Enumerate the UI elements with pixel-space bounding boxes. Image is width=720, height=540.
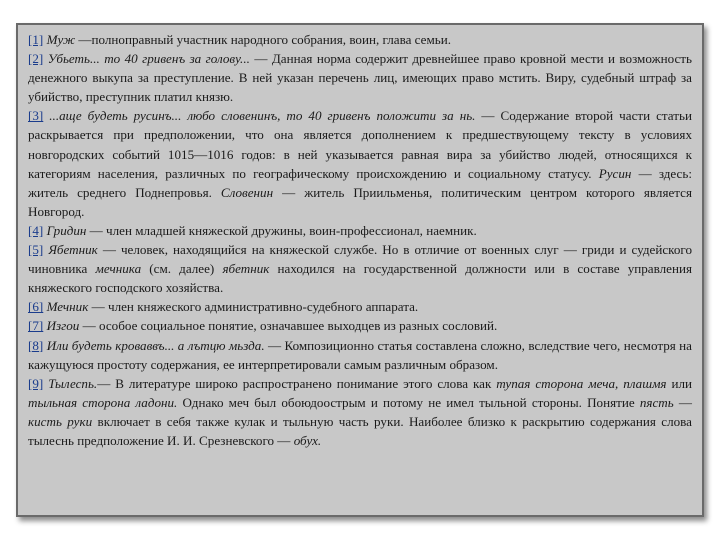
footnote-8 xyxy=(28,336,692,374)
footnote-text: (см. далее) xyxy=(141,261,223,277)
footnote-term: ...аще будеть русинъ... любо словенинъ, то 40 гривенъ положити за нь. xyxy=(49,108,476,124)
footnote-3 xyxy=(28,106,692,221)
footnote-text: — В литературе широко распространено понимание этого слова как xyxy=(97,375,497,391)
footnote-ref-link[interactable]: [1] xyxy=(28,32,44,47)
footnote-term: кисть руки xyxy=(28,413,93,429)
footnote-text: Однако меч был обоюдоострым и потому не имел тыльной стороны. Понятие xyxy=(177,394,640,410)
footnote-term: Муж xyxy=(46,32,76,47)
footnote-ref-link[interactable]: [3] xyxy=(28,108,44,124)
footnote-term: Русин xyxy=(598,165,632,181)
footnote-ref-link[interactable]: [7] xyxy=(28,318,44,334)
footnote-term: Тылесnь. xyxy=(48,375,98,391)
footnote-term: Мечник xyxy=(46,299,89,315)
footnote-text: — Композиционно статья составлена сложно, вследствие чего, несмотря на кажущуюся простоту содержания, ее интерпретировали самым различным образом. xyxy=(28,337,692,372)
footnote-term: Изгои xyxy=(46,318,80,334)
footnote-term: Или будеть кроваввъ... а лътцю мьзда. xyxy=(46,337,265,353)
footnote-term: тупая сторона меча, плашмя xyxy=(496,375,667,391)
footnote-term: Словенин xyxy=(220,184,274,200)
footnote-1 xyxy=(28,30,692,49)
footnote-text: — Содержание второй части статьи раскрывается при предположении, что она является дополнением к предшествующему тексту в условиях новгородских событий 1015—1016 годов: в ней указывается равная вира за убийство людей, относящихся к категориям населения, различных по географическому происхождению и социальному статусу. xyxy=(28,108,692,181)
footnote-term: Ябетник xyxy=(48,242,98,258)
footnote-ref-link[interactable]: [4] xyxy=(28,222,44,238)
footnote-ref-link[interactable]: [6] xyxy=(28,299,44,315)
footnote-text: — особое социальное понятие, означавшее выходцев из разных сословий. xyxy=(79,318,498,334)
footnote-text: включает в себя также кулак и тыльную часть руки. Наиболее близко к раскрытию содержания слова тылеснь предположение И. И. Срезневского — xyxy=(28,413,692,448)
footnote-term: мечника xyxy=(95,261,142,277)
footnote-ref-link[interactable]: [9] xyxy=(28,375,44,391)
footnote-term: тыльная сторона ладони. xyxy=(28,394,178,410)
footnote-7 xyxy=(28,316,692,335)
footnote-ref-link[interactable]: [5] xyxy=(28,242,44,258)
footnote-term: обух. xyxy=(293,432,322,448)
footnote-term: ябетник xyxy=(222,261,270,277)
footnote-2 xyxy=(28,49,692,106)
footnote-9 xyxy=(28,374,692,450)
footnote-term: пясть xyxy=(639,394,674,410)
footnote-text: — член младшей княжеской дружины, воин-профессионал, наемник. xyxy=(86,222,477,238)
footnote-text: — Данная норма содержит древнейшее право кровной мести и возможность денежного выкупа за преступление. В ней указан перечень лиц, имеющих право мстить. Виру, судебный штраф за убийство, преступник платил князю. xyxy=(28,51,692,105)
footnote-ref-link[interactable]: [8] xyxy=(28,337,44,353)
footnote-text: — здесь: житель среднего Поднепровья. xyxy=(28,165,692,200)
footnote-term: Убьеть... то 40 гривенъ за голову... xyxy=(47,51,250,67)
footnote-4 xyxy=(28,221,692,240)
footnote-text: — житель Приильменья, политическим центром которого является Новгород. xyxy=(28,184,692,219)
footnote-text: — человек, находящийся на княжеской службе. Но в отличие от военных слуг — гриди и судейского чиновника xyxy=(28,242,693,277)
footnote-5 xyxy=(28,240,692,297)
footnote-term: Гридин xyxy=(46,222,87,238)
footnote-text: — xyxy=(673,394,692,410)
footnotes-panel xyxy=(16,23,704,517)
footnote-text: —полноправный участник народного собрания, воин, глава семьи. xyxy=(75,32,451,47)
footnote-text: — член княжеского административно-судебного аппарата. xyxy=(88,299,419,315)
footnote-ref-link[interactable]: [2] xyxy=(28,51,44,67)
footnote-text: находился на государственной должности или в составе управления княжеского господского хозяйства. xyxy=(28,261,692,296)
footnote-text: или xyxy=(666,375,693,391)
footnote-6 xyxy=(28,297,692,316)
